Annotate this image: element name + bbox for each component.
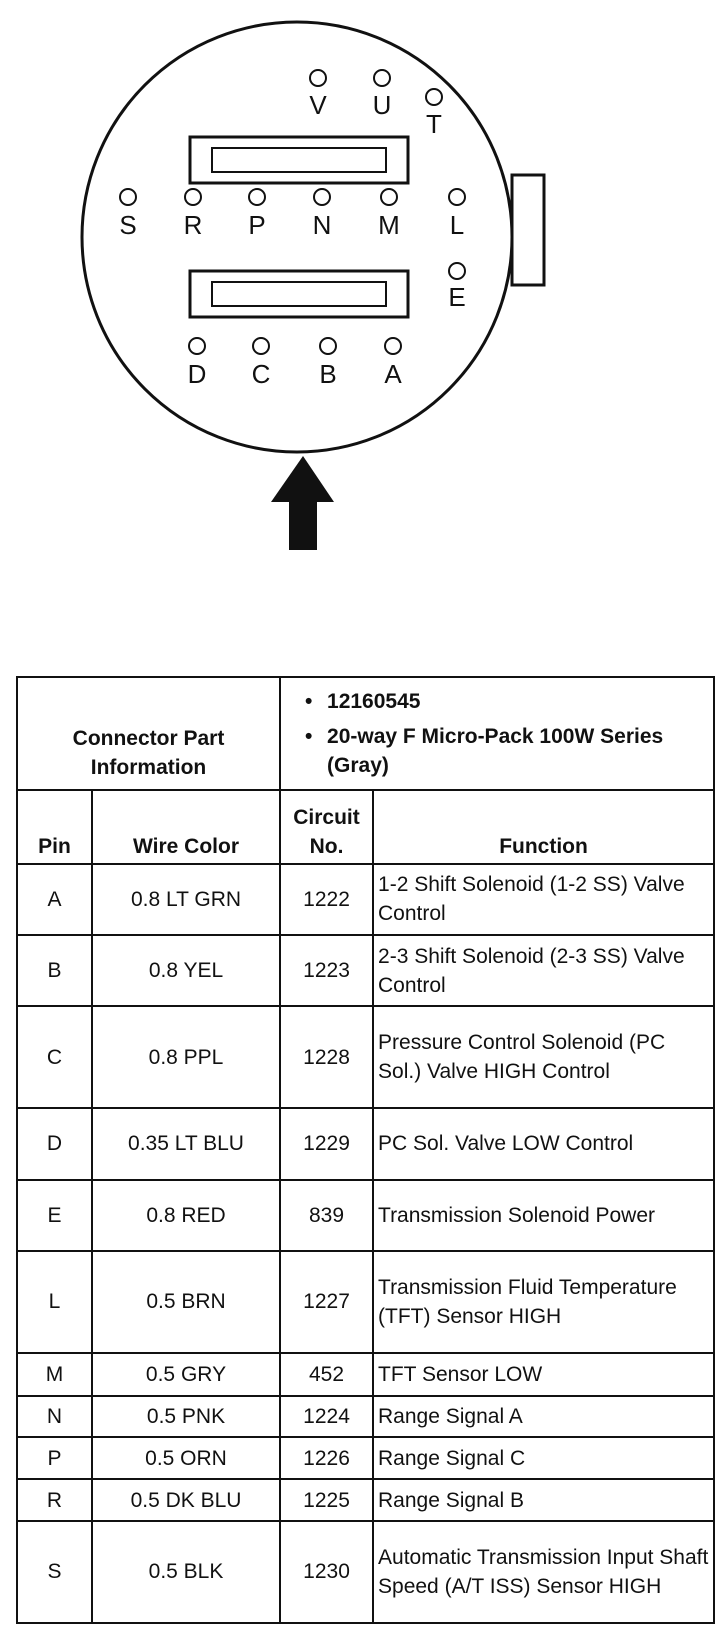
table-row [17, 864, 714, 935]
pin-V [309, 70, 327, 120]
wire-color-cell: 0.8 RED [92, 1180, 280, 1251]
wire-color-cell: 0.8 LT GRN [92, 864, 280, 935]
wire-color-cell: 0.5 DK BLU [92, 1479, 280, 1521]
col-header-wire-color: Wire Color [92, 790, 280, 863]
pin-cell: S [17, 1521, 92, 1623]
pin-D [188, 338, 207, 389]
pin-label-D: D [187, 359, 207, 389]
function-cell: TFT Sensor LOW [373, 1353, 714, 1396]
pin-label-E: E [448, 282, 466, 312]
table-row [17, 1521, 714, 1623]
function-cell: 1-2 Shift Solenoid (1-2 SS) Valve Control [373, 864, 714, 935]
wire-color-cell: 0.8 PPL [92, 1006, 280, 1108]
function-cell: Pressure Control Solenoid (PC Sol.) Valve HIGH Control [373, 1006, 714, 1108]
connector-info-item: • 12160545 [305, 687, 709, 716]
pin-cell: E [17, 1180, 92, 1251]
pin-N [313, 189, 332, 240]
connector-info-list-cell [280, 677, 714, 790]
function-cell: Automatic Transmission Input Shaft Speed (A/T ISS) Sensor HIGH [373, 1521, 714, 1623]
circuit-cell: 452 [280, 1353, 373, 1396]
pin-cell: M [17, 1353, 92, 1396]
function-cell: PC Sol. Valve LOW Control [373, 1108, 714, 1179]
pin-P [248, 189, 265, 240]
pin-label-N: N [312, 210, 332, 240]
pin-C [252, 338, 271, 389]
lower-slot [190, 271, 408, 317]
table-row [17, 1437, 714, 1479]
pin-label-P: P [248, 210, 266, 240]
connector-latch-tab [512, 175, 544, 285]
wire-color-cell: 0.5 PNK [92, 1396, 280, 1438]
pin-S [119, 189, 136, 240]
pin-label-B: B [319, 359, 337, 389]
table-row [17, 1180, 714, 1251]
pin-label-V: V [309, 90, 327, 120]
table-row [17, 1396, 714, 1438]
circuit-cell: 1224 [280, 1396, 373, 1438]
connector-face-diagram [0, 0, 720, 600]
pin-label-A: A [384, 359, 402, 389]
function-cell: Range Signal A [373, 1396, 714, 1438]
circuit-cell: 1226 [280, 1437, 373, 1479]
circuit-cell: 839 [280, 1180, 373, 1251]
pin-cell: D [17, 1108, 92, 1179]
wire-color-cell: 0.5 BLK [92, 1521, 280, 1623]
circuit-cell: 1230 [280, 1521, 373, 1623]
circuit-cell: 1227 [280, 1251, 373, 1353]
wire-color-cell: 0.35 LT BLU [92, 1108, 280, 1179]
table-row [17, 1353, 714, 1396]
wire-color-cell: 0.5 BRN [92, 1251, 280, 1353]
col-header-pin: Pin [17, 790, 92, 863]
pin-label-T: T [426, 109, 442, 139]
pin-cell: P [17, 1437, 92, 1479]
pin-cell: R [17, 1479, 92, 1521]
pin-T [426, 89, 442, 139]
col-header-function: Function [373, 790, 714, 863]
function-cell: Transmission Fluid Temperature (TFT) Sensor HIGH [373, 1251, 714, 1353]
wire-color-cell: 0.5 GRY [92, 1353, 280, 1396]
function-cell: Range Signal B [373, 1479, 714, 1521]
table-row [17, 1108, 714, 1179]
arrow-up-icon [271, 456, 334, 550]
pin-M [378, 189, 400, 240]
connector-pinout-table [16, 676, 715, 1624]
pin-R [184, 189, 203, 240]
function-cell: Transmission Solenoid Power [373, 1180, 714, 1251]
function-cell: Range Signal C [373, 1437, 714, 1479]
pin-cell: B [17, 935, 92, 1006]
wire-color-cell: 0.8 YEL [92, 935, 280, 1006]
table-row [17, 1006, 714, 1108]
pin-label-U: U [372, 90, 392, 120]
table-row [17, 935, 714, 1006]
pin-label-C: C [251, 359, 271, 389]
connector-body [82, 22, 512, 452]
connector-info-list [285, 687, 709, 780]
circuit-cell: 1228 [280, 1006, 373, 1108]
table-row [17, 1251, 714, 1353]
function-cell: 2-3 Shift Solenoid (2-3 SS) Valve Control [373, 935, 714, 1006]
pin-cell: C [17, 1006, 92, 1108]
pin-A [384, 338, 402, 389]
upper-slot [190, 137, 408, 183]
wire-color-cell: 0.5 ORN [92, 1437, 280, 1479]
pin-cell: A [17, 864, 92, 935]
circuit-cell: 1223 [280, 935, 373, 1006]
pin-cell: L [17, 1251, 92, 1353]
column-header-row [17, 790, 714, 863]
circuit-cell: 1225 [280, 1479, 373, 1521]
table-row [17, 1479, 714, 1521]
pin-label-L: L [449, 210, 465, 240]
pin-cell: N [17, 1396, 92, 1438]
pin-L [449, 189, 465, 240]
pin-label-S: S [119, 210, 137, 240]
pin-label-M: M [378, 210, 400, 240]
pin-U [373, 70, 392, 120]
pin-E [448, 263, 465, 312]
pin-B [319, 338, 336, 389]
pin-label-R: R [183, 210, 203, 240]
connector-info-row [17, 677, 714, 790]
connector-info-item: • 20-way F Micro-Pack 100W Series (Gray) [305, 722, 709, 780]
circuit-cell: 1229 [280, 1108, 373, 1179]
circuit-cell: 1222 [280, 864, 373, 935]
col-header-circuit: Circuit No. [280, 790, 373, 863]
connector-info-label: Connector Part Information [17, 677, 280, 790]
